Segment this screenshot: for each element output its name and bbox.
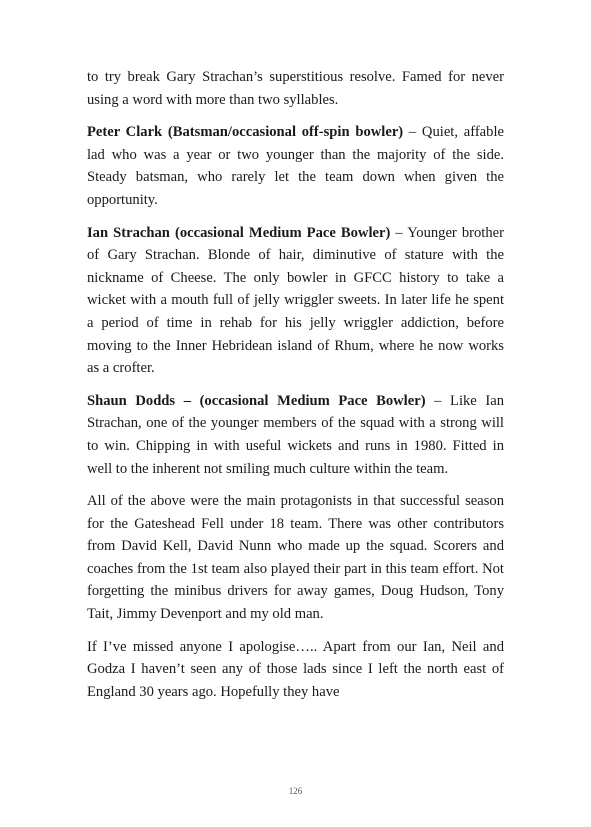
paragraph-text: – Like Ian Strachan, one of the younger members of the squad with a strong will to win. Chipping in with useful wickets and runs in 1980. Fitted in well to the inherent not smiling much culture within the team.	[87, 392, 505, 477]
paragraph-heading: Shaun Dodds – (occasional Medium Pace Bowler)	[87, 392, 426, 409]
paragraph-text: – Younger brother of Gary Strachan. Blonde of hair, diminutive of stature with the nickname of Cheese. The only bowler in GFCC history to take a wicket with a mouth full of jelly wriggler sweets. In later life he spent a period of time in rehab for his jelly wriggler addiction, before moving to the Inner Hebridean island of Rhum, where he now works as a crofter.	[87, 224, 504, 377]
paragraph-summary	[87, 490, 504, 626]
paragraph-text: All of the above were the main protagonists in that successful season for the Gateshead Fell under 18 team. There was other contributors from David Kell, David Nunn who made up the squad. Scorers and coaches from the 1st team also played their part in this team effort. Not forgetting the minibus drivers for away games, Doug Hudson, Tony Tait, Jimmy Devenport and my old man.	[87, 493, 504, 623]
paragraph-shaun-dodds	[87, 390, 504, 480]
paragraph-heading: Ian Strachan (occasional Medium Pace Bowler)	[87, 224, 391, 241]
paragraph-peter-clark	[87, 121, 504, 211]
paragraph-heading: Peter Clark (Batsman/occasional off-spin bowler)	[87, 124, 404, 141]
paragraph-apology	[87, 636, 504, 704]
paragraph-continuation	[87, 66, 504, 111]
paragraph-ian-strachan	[87, 222, 504, 380]
page-number: 126	[288, 786, 303, 796]
paragraph-text: – Quiet, affable lad who was a year or two younger than the majority of the side. Steady batsman, who rarely let the team down when given the opportunity.	[87, 124, 504, 208]
paragraph-text: If I’ve missed anyone I apologise….. Apart from our Ian, Neil and Godza I haven’t seen any of those lads since I left the north east of England 30 years ago. Hopefully they have	[87, 638, 504, 700]
paragraph-text: to try break Gary Strachan’s superstitious resolve. Famed for never using a word with more than two syllables.	[87, 69, 504, 108]
page-body	[87, 66, 504, 713]
